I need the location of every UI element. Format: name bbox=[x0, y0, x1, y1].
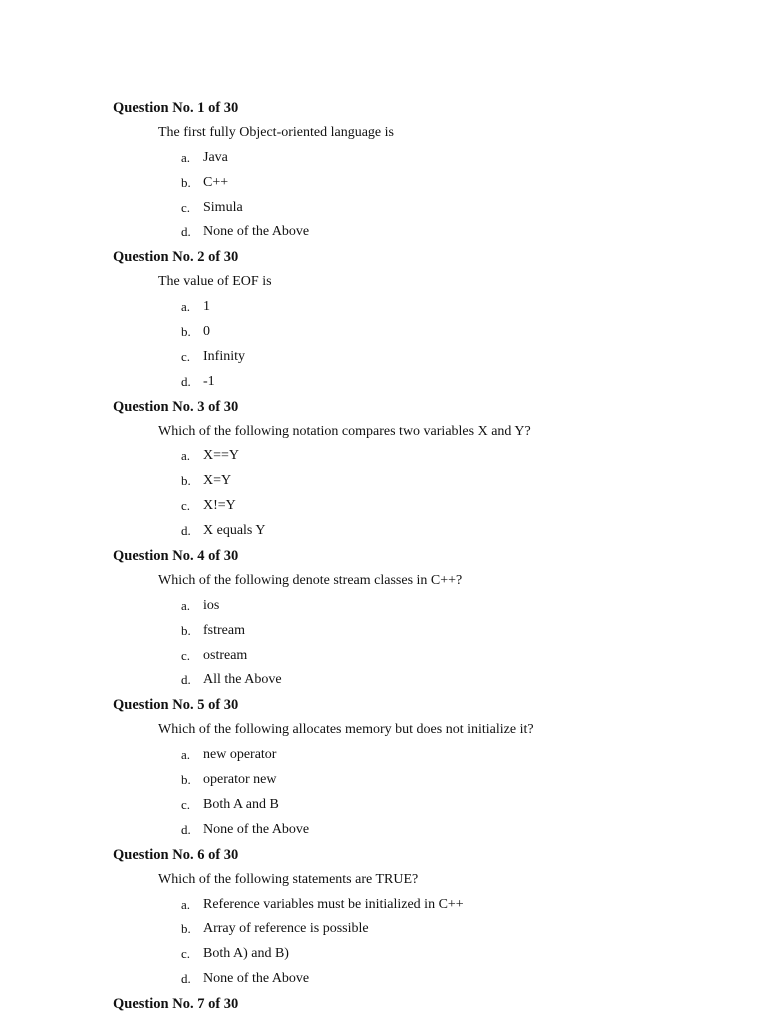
option-text: ostream bbox=[203, 647, 248, 663]
answer-option bbox=[113, 345, 733, 370]
answer-options bbox=[113, 594, 733, 694]
option-letter: d. bbox=[181, 523, 191, 539]
answer-option bbox=[113, 768, 733, 793]
answer-option bbox=[113, 793, 733, 818]
question-heading: Question No. 2 of 30 bbox=[113, 249, 239, 266]
option-text: X!=Y bbox=[203, 498, 236, 514]
option-letter: b. bbox=[181, 324, 191, 340]
option-letter: b. bbox=[181, 772, 191, 788]
option-text: operator new bbox=[203, 772, 277, 788]
question-block bbox=[113, 395, 733, 544]
option-text: X equals Y bbox=[203, 523, 266, 539]
answer-option bbox=[113, 668, 733, 693]
question-text: The first fully Object-oriented language is bbox=[158, 124, 394, 140]
question-text: Which of the following notation compares two variables X and Y? bbox=[158, 423, 531, 439]
option-letter: a. bbox=[181, 299, 191, 315]
option-text: Simula bbox=[203, 199, 243, 215]
answer-option bbox=[113, 594, 733, 619]
question-text: The value of EOF is bbox=[158, 274, 272, 290]
answer-option bbox=[113, 818, 733, 843]
option-letter: d. bbox=[181, 373, 191, 389]
option-text: None of the Above bbox=[203, 224, 310, 240]
answer-option bbox=[113, 942, 733, 967]
option-text: new operator bbox=[203, 747, 277, 763]
question-heading: Question No. 5 of 30 bbox=[113, 697, 239, 714]
answer-option bbox=[113, 743, 733, 768]
answer-option bbox=[113, 893, 733, 918]
question-text: Which of the following statements are TRUE? bbox=[158, 871, 419, 887]
answer-options bbox=[113, 146, 733, 246]
option-letter: b. bbox=[181, 921, 191, 937]
answer-option bbox=[113, 146, 733, 171]
question-block bbox=[113, 96, 733, 245]
quiz-questions bbox=[113, 96, 733, 1017]
option-text: 0 bbox=[203, 324, 210, 340]
option-letter: c. bbox=[181, 199, 191, 215]
answer-option bbox=[113, 444, 733, 469]
question-block bbox=[113, 544, 733, 693]
option-letter: d. bbox=[181, 224, 191, 240]
question-text: Which of the following allocates memory but does not initialize it? bbox=[158, 722, 534, 738]
option-text: ios bbox=[203, 597, 220, 613]
question-block bbox=[113, 843, 733, 992]
question-block bbox=[113, 245, 733, 394]
option-letter: c. bbox=[181, 796, 191, 812]
option-letter: a. bbox=[181, 448, 191, 464]
answer-options bbox=[113, 444, 733, 544]
option-text: None of the Above bbox=[203, 821, 310, 837]
answer-options bbox=[113, 295, 733, 395]
question-heading: Question No. 7 of 30 bbox=[113, 996, 239, 1013]
option-text: Both A) and B) bbox=[203, 946, 289, 962]
answer-option bbox=[113, 917, 733, 942]
option-letter: a. bbox=[181, 896, 191, 912]
option-text: X=Y bbox=[203, 473, 232, 489]
option-letter: c. bbox=[181, 498, 191, 514]
answer-option bbox=[113, 171, 733, 196]
option-text: All the Above bbox=[203, 672, 282, 688]
question-heading: Question No. 1 of 30 bbox=[113, 100, 239, 116]
option-letter: b. bbox=[181, 174, 191, 190]
answer-option bbox=[113, 494, 733, 519]
answer-option bbox=[113, 295, 733, 320]
option-text: -1 bbox=[203, 373, 215, 389]
option-letter: a. bbox=[181, 747, 191, 763]
option-letter: c. bbox=[181, 348, 191, 364]
question-block bbox=[113, 693, 733, 842]
option-letter: d. bbox=[181, 672, 191, 688]
answer-option bbox=[113, 967, 733, 992]
question-text: Which of the following denote stream classes in C++? bbox=[158, 572, 463, 588]
option-letter: a. bbox=[181, 149, 191, 165]
answer-option bbox=[113, 196, 733, 221]
option-letter: a. bbox=[181, 597, 191, 613]
option-letter: d. bbox=[181, 971, 191, 987]
option-text: Reference variables must be initialized in C++ bbox=[203, 896, 464, 912]
answer-options bbox=[113, 893, 733, 993]
answer-option bbox=[113, 320, 733, 345]
question-heading: Question No. 4 of 30 bbox=[113, 548, 239, 565]
option-letter: b. bbox=[181, 473, 191, 489]
option-text: C++ bbox=[203, 174, 229, 190]
option-text: Array of reference is possible bbox=[203, 921, 369, 937]
option-letter: b. bbox=[181, 622, 191, 638]
option-letter: c. bbox=[181, 647, 191, 663]
answer-option bbox=[113, 619, 733, 644]
question-heading: Question No. 3 of 30 bbox=[113, 398, 239, 415]
answer-option bbox=[113, 370, 733, 395]
option-letter: c. bbox=[181, 946, 191, 962]
question-block bbox=[113, 992, 733, 1017]
question-heading: Question No. 6 of 30 bbox=[113, 846, 239, 863]
option-text: X==Y bbox=[203, 448, 240, 464]
option-text: None of the Above bbox=[203, 971, 310, 987]
answer-option bbox=[113, 519, 733, 544]
option-letter: d. bbox=[181, 821, 191, 837]
option-text: fstream bbox=[203, 622, 245, 638]
answer-option bbox=[113, 644, 733, 669]
option-text: Infinity bbox=[203, 348, 245, 364]
option-text: 1 bbox=[203, 299, 210, 315]
option-text: Java bbox=[203, 149, 228, 165]
answer-option bbox=[113, 220, 733, 245]
answer-options bbox=[113, 743, 733, 843]
option-text: Both A and B bbox=[203, 796, 279, 812]
answer-option bbox=[113, 469, 733, 494]
